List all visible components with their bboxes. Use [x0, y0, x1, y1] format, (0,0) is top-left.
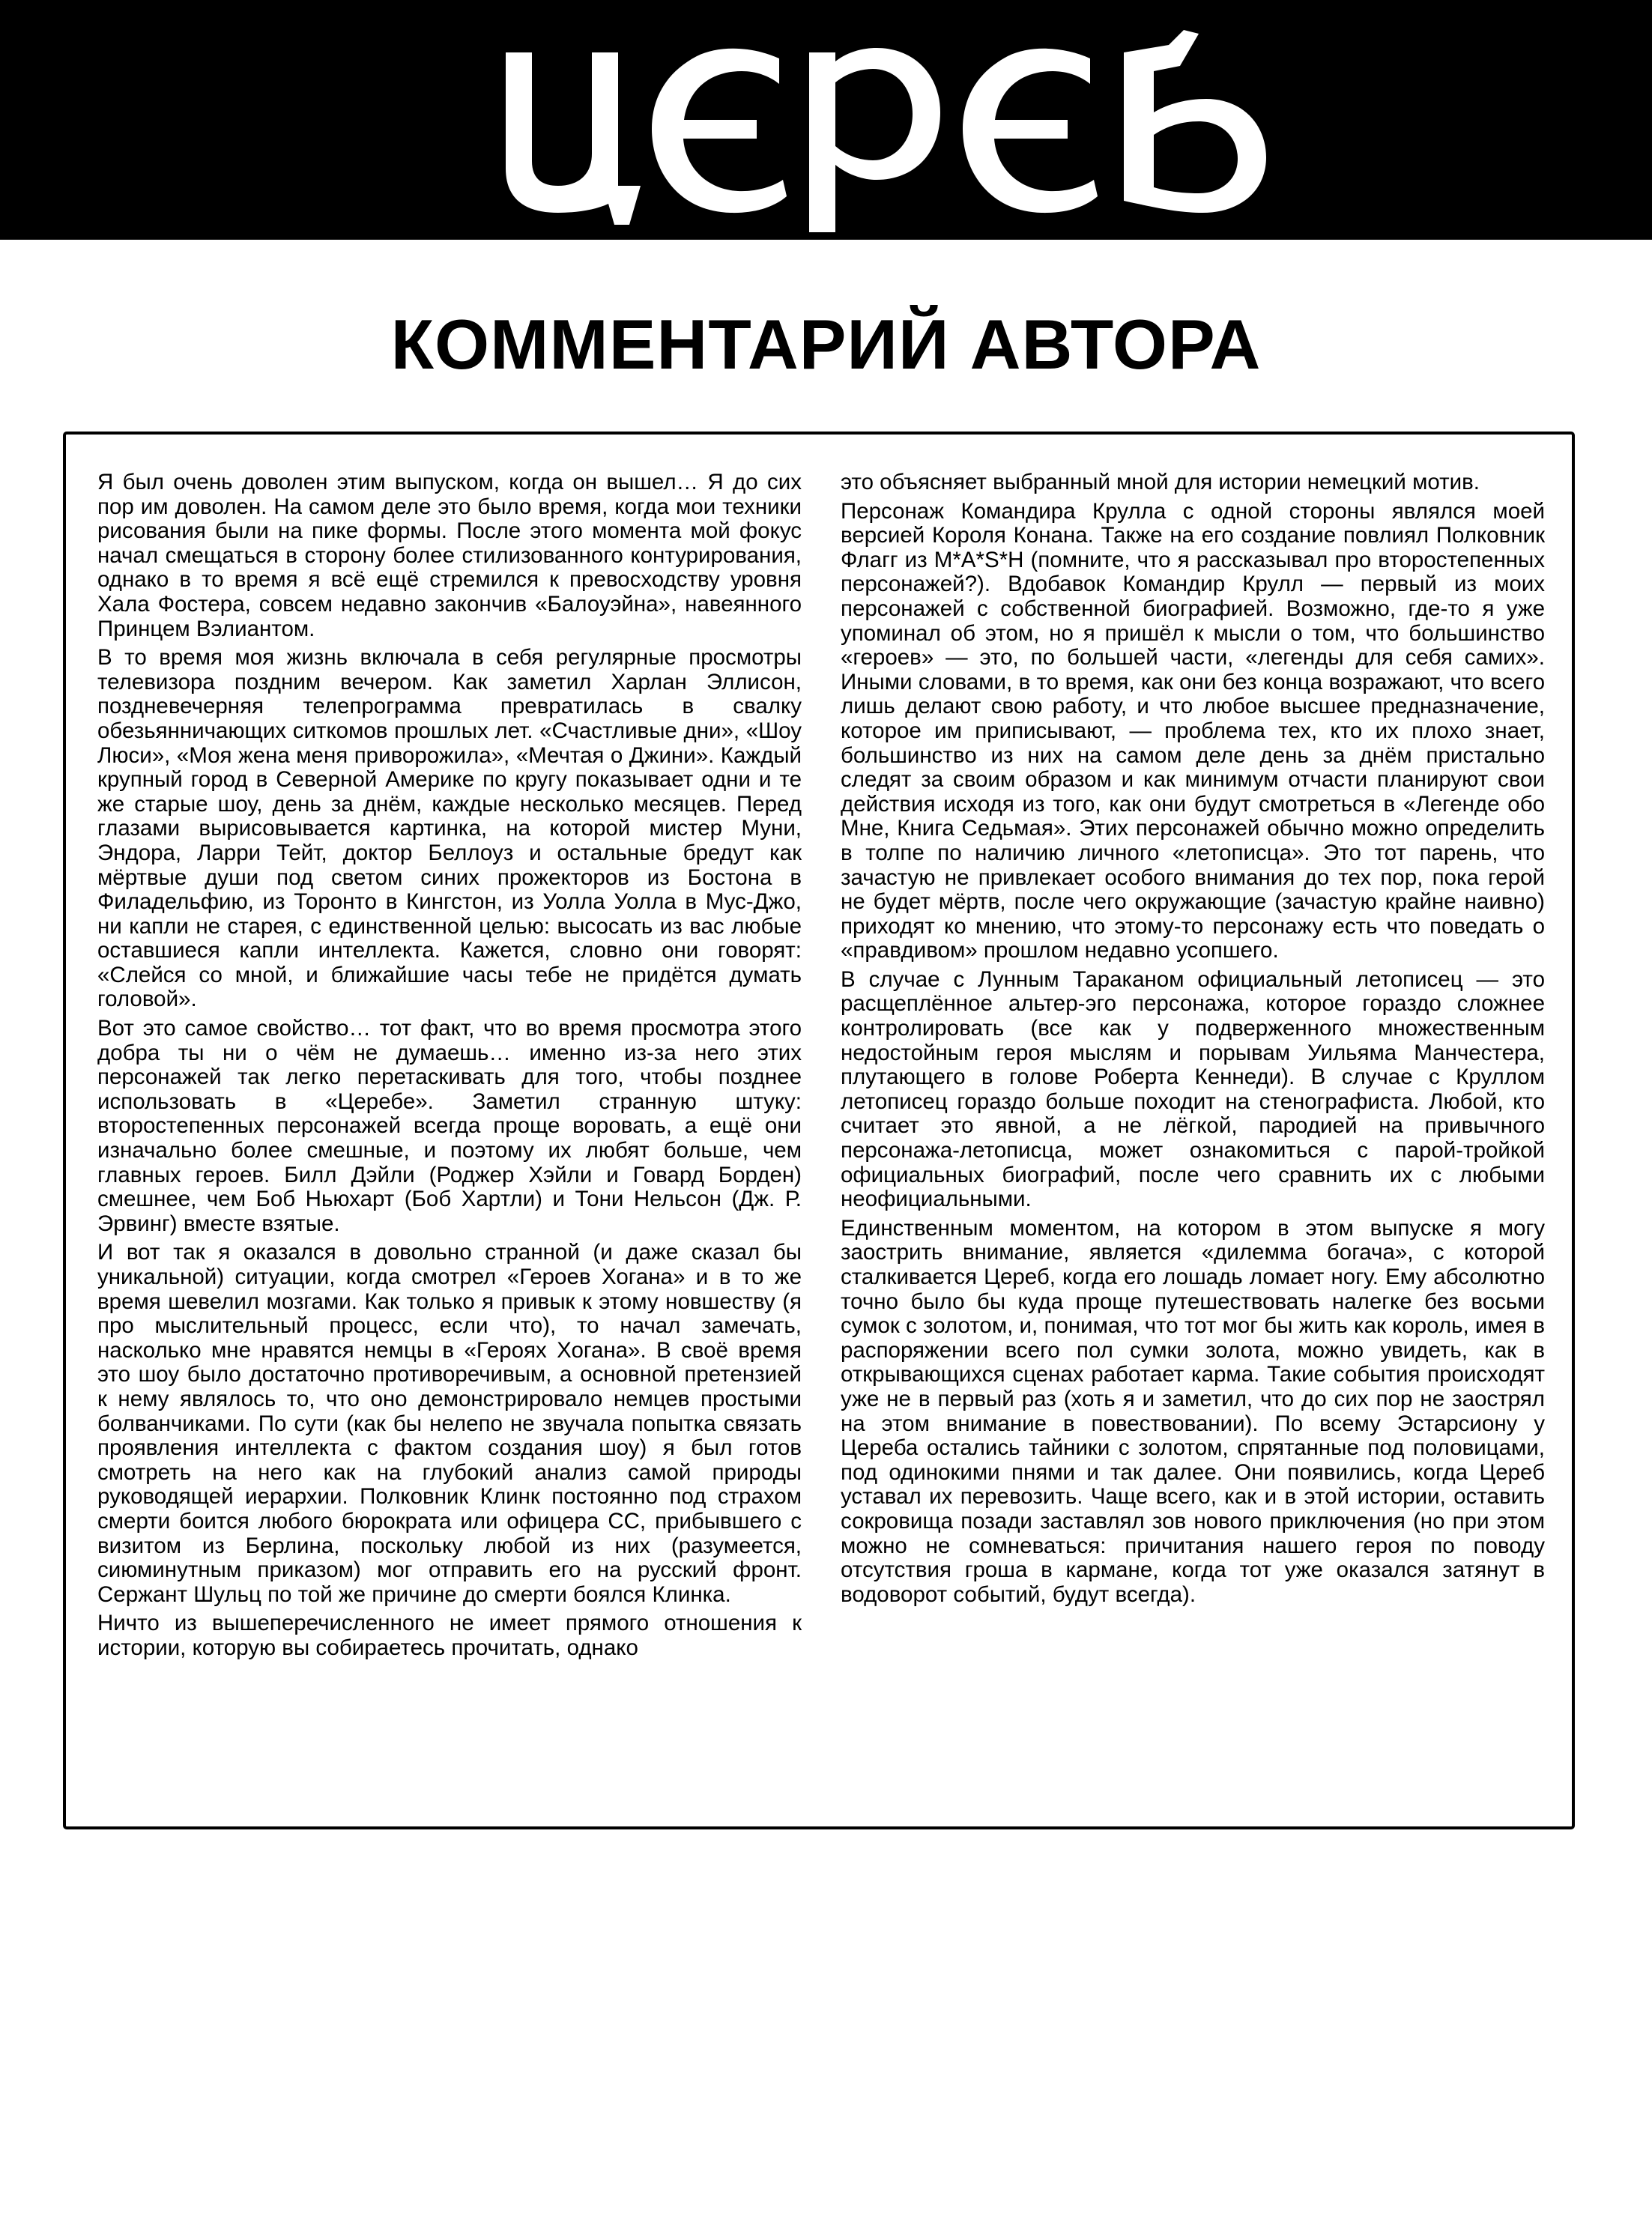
paragraph: В случае с Лунным Тараканом официальный летописец — это расщеплённое альтер-эго персонажа, которое гораздо сложнее контролировать (все как у подверженного множественным недостойным героя мыслям и порывам Уильяма Манчестера, плутающего в голове Роберта Кеннеди). В случае с Круллом летописец гораздо больше походит на стенографиста. Любой, кто считает это явной, а не лёгкой, пародией на привычного персонажа-летописца, может ознакомиться с парой-тройкой официальных биографий, после чего сравнить их с любыми неофициальными. — [841, 966, 1545, 1212]
paragraph: Ничто из вышеперечисленного не имеет прямого отношения к истории, которую вы собираетесь прочитать, однако — [97, 1611, 802, 1660]
left-column — [97, 470, 802, 1665]
paragraph: Я был очень доволен этим выпуском, когда он вышел… Я до сих пор им доволен. На самом деле это было время, когда мои техники рисования были на пике формы. После этого момента мой фокус начал смещаться в сторону более стилизованного контурирования, однако в то время я всё ещё стремился к превосходству уровня Хала Фостера, совсем недавно закончив «Балоуэйна», навеянного Принцем Вэлиантом. — [97, 470, 802, 641]
page-title: КОММЕНТАРИЙ АВТОРА — [390, 305, 1262, 384]
paragraph: Вот это самое свойство… тот факт, что во время просмотра этого добра ты ни о чём не думаешь… именно из-за него этих персонажей так легко перетаскивать для того, чтобы позднее использовать в «Церебе». Заметил странную штуку: второстепенных персонажей всегда проще воровать, а ещё они изначально более смешные, и поэтому их любят больше, чем главных героев. Билл Дэйли (Роджер Хэйли и Говард Борден) смешнее, чем Боб Ньюхарт (Боб Хартли) и Тони Нельсон (Дж. Р. Эрвинг) вместе взятые. — [97, 1016, 802, 1236]
paragraph: это объясняет выбранный мной для истории немецкий мотив. — [841, 470, 1480, 494]
paragraph: В то время моя жизнь включала в себя регулярные просмотры телевизора поздним вечером. Как заметил Харлан Эллисон, поздневечерняя телепрограмма превратилась в свалку обезьянничающих ситкомов прошлых лет. «Счастливые дни», «Шоу Люси», «Моя жена меня приворожила», «Мечтая о Джини». Каждый крупный город в Северной Америке по кругу показывает одни и те же старые шоу, день за днём, каждые несколько месяцев. Перед глазами вырисовывается картинка, на которой мистер Муни, Эндора, Ларри Тейт, доктор Беллоуз и остальные бредут как мёртвые души под светом синих прожекторов из Бостона в Филадельфию, из Торонто в Кингстон, из Уолла Уолла в Мус-Джо, ни капли не старея, с единственной целью: высосать из вас любые оставшиеся капли интеллекта. Кажется, словно они говорят: «Слейся со мной, и ближайшие часы тебе не придётся думать головой». — [97, 645, 802, 1012]
paragraph: Персонаж Командира Крулла с одной стороны являлся моей версией Короля Конана. Также на его создание повлиял Полковник Флагг из M*A*S*H (помните, что я рассказывал про второстепенных персонажей?). Вдобавок Командир Крулл — первый из моих персонажей с собственной биографией. Возможно, где-то я уже упоминал об этом, но я пришёл к мысли о том, что большинство «героев» — это, по большей части, «легенды для себя самих». Иными словами, в то время, как они без конца возражают, что всего лишь делают свою работу, и что любое высшее предназначение, которое им приписывают, — проблема тех, кто их плохо знает, большинство из них на самом деле день за днём пристально следят за своим образом и как минимум отчасти планируют свои действия исходя из того, как они будут смотреться в «Легенде обо Мне, Книга Седьмая». Этих персонажей обычно можно определить в толпе по наличию личного «летописца». Это тот парень, что зачастую не привлекает особого внимания до тех пор, пока герой не будет мёртв, после чего окружающие (зачастую крайне наивно) приходят ко мнению, что этому-то персонажу есть что поведать о «правдивом» прошлом недавно усопшего. — [841, 498, 1545, 963]
paragraph: Единственным моментом, на котором в этом выпуске я могу заострить внимание, является «дилемма богача», с которой сталкивается Цереб, когда его лошадь ломает ногу. Ему абсолютно точно было бы куда проще путешествовать налегке без восьми сумок с золотом, и, понимая, что тот мог бы жить как король, имея в распоряжении всего пол сумки золота, можно увидеть, как в открывающихся сценах работает карма. Такие события происходят уже не в первый раз (хоть я и заметил, что до сих пор не заострял на этом внимание в повествовании). По всему Эстарсиону у Цереба остались тайники с золотом, спрятанные под половицами, под одинокими пнями и так далее. Они появились, когда Цереб уставал их перевозить. Чаще всего, как и в этой истории, оставить сокровища позади заставлял зов нового приключения (но при этом можно не сомневаться: причитания нашего героя по поводу отсутствия гроша в кармане, когда тот уже оказался затянут в водоворот событий, будут всегда). — [841, 1215, 1545, 1607]
right-column — [841, 470, 1545, 1611]
cerebus-logo — [0, 0, 1652, 240]
paragraph: И вот так я оказался в довольно странной (и даже сказал бы уникальной) ситуации, когда смотрел «Героев Хогана» и в то же время шевелил мозгами. Как только я привык к этому новшеству (я про мыслительный процесс, если что), то начал замечать, насколько мне нравятся немцы в «Героях Хогана». В своё время это шоу было достаточно противоречивым, а основной претензией к нему являлось то, что оно демонстрировало немцев простыми болванчиками. По сути (как бы нелепо не звучала попытка связать проявления интеллекта с фактом создания шоу) я был готов смотреть на него как на глубокий анализ самой природы руководящей иерархии. Полковник Клинк постоянно под страхом смерти боится любого бюрократа или офицера СС, прибывшего с визитом из Берлина, поскольку любой из них (разумеется, сиюминутным приказом) мог отправить его на русский фронт. Сержант Шульц по той же причине до смерти боялся Клинка. — [97, 1240, 802, 1607]
masthead-banner — [0, 0, 1652, 240]
